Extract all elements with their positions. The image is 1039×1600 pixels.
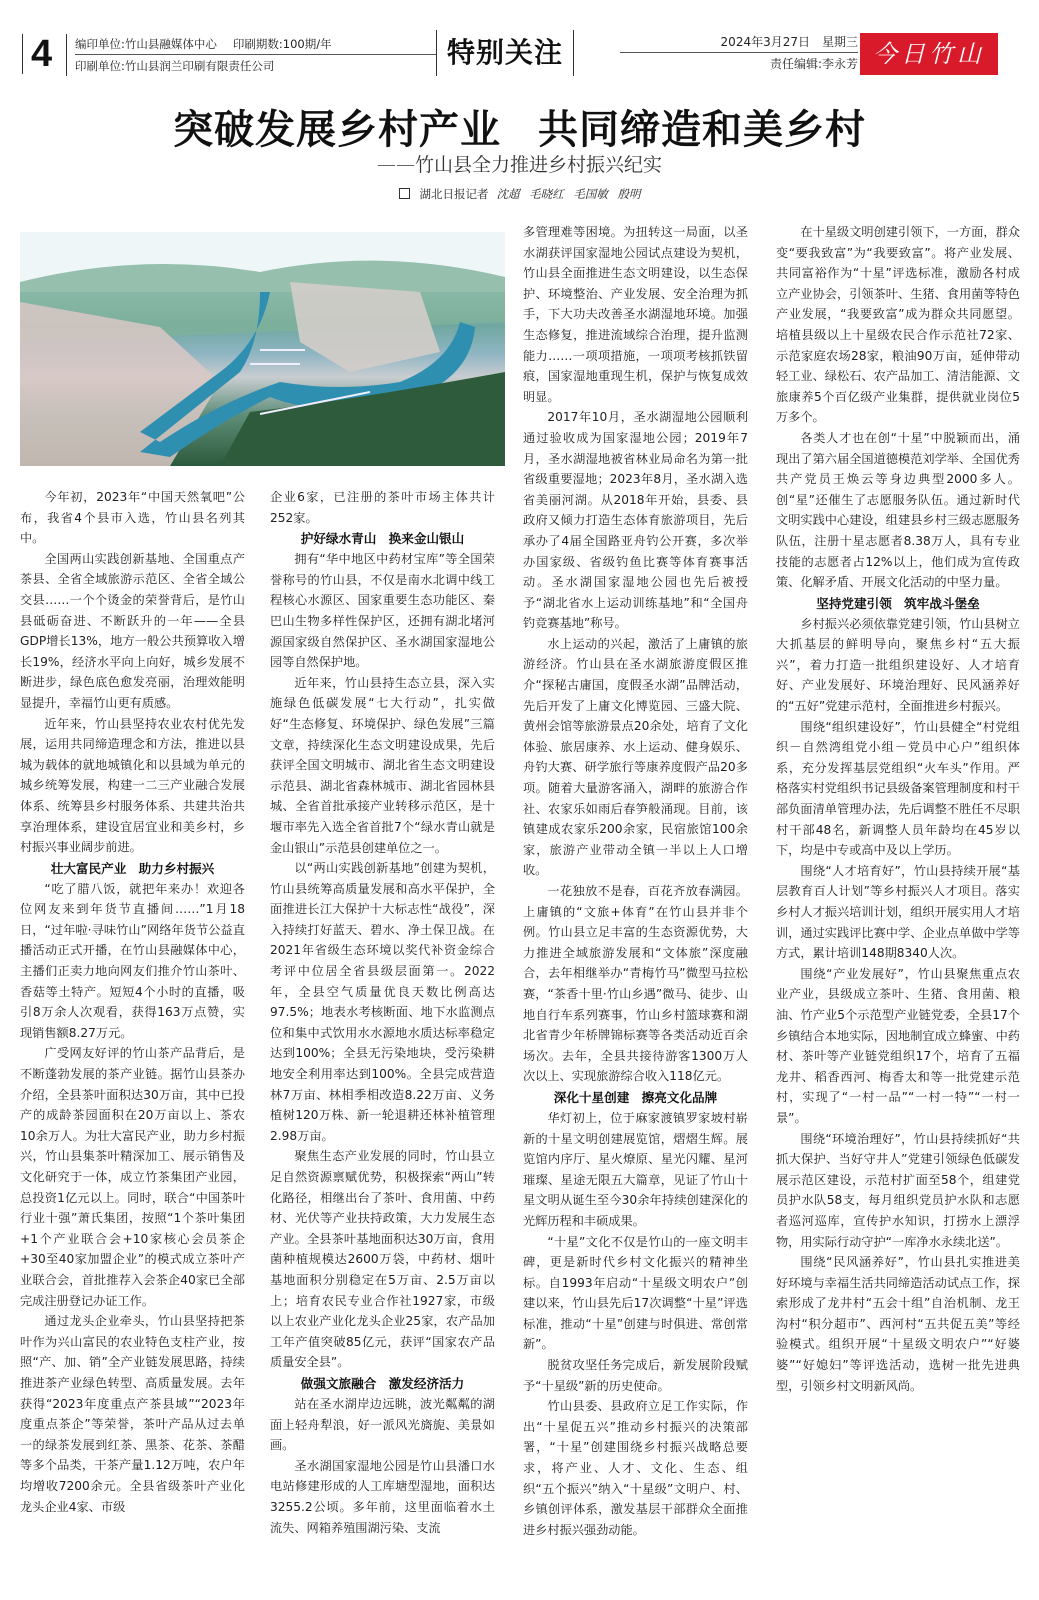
section-heading: 壮大富民产业 助力乡村振兴 (50, 860, 215, 876)
section-title: 特别关注 (436, 30, 574, 76)
paragraph: 脱贫攻坚任务完成后，新发展阶段赋予“十星级”新的历史使命。 (523, 1358, 748, 1393)
paragraph: 近年来，竹山县坚持农业农村优先发展，运用共同缔造理念和方法，推进以县城为载体的就地城镇化和以县域为单元的城乡统筹发展，构建一二三产业融合发展体系、统筹县乡村服务体系、共建共治共享治理体系，建设宜居宜业和美乡村，乡村振兴事业阔步前进。 (20, 716, 245, 855)
aerial-city-river-photo (20, 232, 505, 466)
paragraph: 企业6家，已注册的茶叶市场主体共计252家。 (270, 490, 495, 525)
paragraph: 以“两山实践创新基地”创建为契机，竹山县统筹高质量发展和高水平保护，全面推进长江大保护十大标志性“战役”，深入持续打好蓝天、碧水、净土保卫战。在2021年省级生态环境以奖代补资金综合考评中位居全省县级层面第一。2022年，全县空气质量优良天数比例高达97.5%；地表水考核断面、地下水监测点位和集中式饮用水水源地水质达标率稳定达到100%；全县无污染地块，受污染耕地安全利用率达到100%。全县完成营造林7万亩、林相季相改造8.22万亩、义务植树120万株、新一轮退耕还林补植管理2.98万亩。 (270, 861, 495, 1143)
paragraph: 2017年10月，圣水湖湿地公园顺利通过验收成为国家湿地公园；2019年7月，圣水湖湿地被省林业局命名为第一批省级重要湿地；2023年8月，圣水湖入选省美丽河湖。从2018年开始，县委、县政府又倾力打造生态体育旅游项目，先后承办了4届全国路亚舟钓公开赛，多次举办国家级、省级钓鱼比赛等体育赛事活动。圣水湖国家湿地公园也先后被授予“湖北省水上运动训练基地”和“全国舟钓竞赛基地”称号。 (523, 410, 748, 631)
paragraph: 聚焦生态产业发展的同时，竹山县立足自然资源禀赋优势，积极探索“两山”转化路径，相继出台了茶叶、食用菌、中药材、光伏等产业扶持政策，大力发展生态产业。全县茶叶基地面积达30万亩，食用菌种植规模达2600万袋，中药材、烟叶基地面积分别稳定在5万亩、2.5万亩以上；培育农民专业合作社1927家，市级以上农业产业化龙头企业25家，农产品加工年产值突破85亿元，获评“国家农产品质量安全县”。 (270, 1149, 495, 1370)
section-heading: 做强文旅融合 激发经济活力 (300, 1375, 465, 1391)
paragraph: 水上运动的兴起，激活了上庸镇的旅游经济。竹山县在圣水湖旅游度假区推介“探秘古庸国，度假圣水湖”品牌活动，先后开发了上庸文化博览园、三盛大院、黄州会馆等旅游景点20余处，培育了文化体验、旅居康养、水上运动、健身娱乐、舟钓大赛、研学旅行等康养度假产品20多项。随着大量游客涌入，湖畔的旅游合作社、农家乐如雨后春笋般涌现。目前，该镇建成农家乐200余家，民宿旅馆100余家，旅游产业带动全镇一半以上人口增收。 (523, 636, 748, 878)
publication-info (66, 34, 437, 76)
headline: 突破发展乡村产业 共同缔造和美乡村 (173, 107, 866, 153)
paragraph: 通过龙头企业牵头，竹山县坚持把茶叶作为兴山富民的农业特色支柱产业，按照“产、加、销”全产业链发展思路，持续推进茶产业绿色转型、高质量发展。去年获得“2023年度重点产茶县域”“2023年度重点茶企”等荣誉，茶叶产品从过去单一的绿茶发展到红茶、黑茶、花茶、茶醋等多个品类，干茶产量1.12万吨，农户年均增收7200余元。全县省级茶叶产业化龙头企业4家、市级 (20, 1314, 245, 1514)
paragraph: 围绕“人才培育好”，竹山县持续开展“基层教育百人计划”等乡村振兴人才项目。落实乡村人才振兴培训计划，组织开展实用人才培训，通过实践评比赛中学、企业点单做中学等方式，累计培训148期8340人次。 (776, 863, 1020, 961)
photo-forest (220, 372, 505, 466)
paragraph: 各类人才也在创“十星”中脱颖而出，涌现出了第六届全国道德模范刘学举、全国优秀共产党员王焕云等身边典型2000多人。创“星”还催生了志愿服务队伍。通过新时代文明实践中心建设，组建县乡村三级志愿服务队伍，注册十星志愿者8.38万人，具有专业技能的志愿者占12%以上，他们成为宣传政策、化解矛盾、开展文化活动的中坚力量。 (776, 430, 1020, 590)
byline (0, 186, 1039, 202)
paragraph: 竹山县委、县政府立足工作实际，作出“十星促五兴”推动乡村振兴的决策部署，“十星”创建围绕乡村振兴战略总要求，将产业、人才、文化、生态、组织“五个振兴”纳入“十星级”文明户、村、乡镇创评体系，激发基层干部群众全面推进乡村振兴强劲动能。 (523, 1399, 748, 1537)
print-frequency: 印刷期数:100期/年 (232, 37, 332, 51)
byline-box-icon (399, 188, 410, 199)
paragraph: “吃了腊八饭，就把年来办！欢迎各位网友来到年货节直播间……”1月18日，“过年啦·寻味竹山”网络年货节公益直播活动正式开播，在竹山县融媒体中心，主播们正卖力地向网友们推介竹山茶叶、香菇等土特产。短短4个小时的直播，吸引8万余人次观看，获得163万点赞，实现销售额8.27万元。 (20, 881, 245, 1040)
paragraph: 今年初，2023年“中国天然氧吧”公布，我省4个县市入选，竹山县名列其中。 (20, 490, 245, 546)
paragraph: 多管理难等困境。为扭转这一局面，以圣水湖获评国家湿地公园试点建设为契机，竹山县全面推进生态文明建设，以生态保护、环境整治、产业发展、安全治理为抓手，下大功夫改善圣水湖湿地环境。加强生态修复，推进流域综合治理，提升监测能力……一项项措施，一项项考核抓铁留痕，国家湿地重现生机，保护与恢复成效明显。 (523, 225, 748, 404)
byline-names: 沈超 毛晓红 毛国敏 殷明 (496, 187, 641, 201)
paragraph: 在十星级文明创建引领下，一方面，群众变“要我致富”为“我要致富”。将产业发展、共同富裕作为“十星”评选标准，激励各村成立产业协会，引领茶叶、生猪、食用菌等特色产业发展，“我要致富”成为群众共同愿望。培植县级以上十星级农民合作示范社72家、示范家庭农场28家，粮油90万亩，延伸带动轻工业、绿松石、农产品加工、清洁能源、文旅康养5个百亿级产业集群，提供就业岗位5万多个。 (776, 225, 1020, 425)
article-column-4 (776, 222, 1020, 1396)
byline-org: 湖北日报记者 (419, 187, 489, 201)
section-heading: 护好绿水青山 换来金山银山 (300, 531, 465, 547)
article-column-3 (523, 222, 748, 1540)
paragraph: 广受网友好评的竹山茶产品背后，是不断蓬勃发展的茶产业链。据竹山县茶办介绍，全县茶叶面积达30万亩，其中已投产的成龄茶园面积在20万亩以上、茶农10余万人。为壮大富民产业，助力乡村振兴，竹山县集茶叶精深加工、展示销售及文化研究于一体，成立竹茶集团产业园，总投资1亿元以上。同时，联合“中国茶叶行业十强”萧氏集团，按照“1个茶叶集团+1个产业联合会+10家核心会员茶企+30至40家加盟企业”的模式成立茶叶产业联合会，首批推荐入会茶企40家已全部完成注册登记办证工作。 (20, 1046, 245, 1308)
section-heading: 深化十星创建 擦亮文化品牌 (553, 1089, 718, 1105)
paragraph: 华灯初上，位于麻家渡镇罗家坡村崭新的十星文明创建展览馆，熠熠生辉。展览馆内序厅、星火燎原、星光闪耀、星河璀璨、星途无限五大篇章，见证了竹山十星文明从诞生至今30余年持续创建深化的光辉历程和丰硕成果。 (523, 1110, 748, 1228)
paragraph: 围绕“组织建设好”，竹山县健全“村党组织－自然湾组党小组－党员中心户”组织体系，充分发挥基层党组织“火车头”作用。严格落实村党组织书记县级备案管理制度和村干部负面清单管理办法，先后调整不胜任不尽职村干部48名，新调整人员年龄均在45岁以下，均是中专或高中及以上学历。 (776, 719, 1020, 858)
paragraph: 围绕“环境治理好”，竹山县持续抓好“共抓大保护、当好守井人”党建引领绿色低碳发展示范区建设，示范村扩面至58个，组建党员护水队58支，每月组织党员护水队和志愿者巡河巡库，宣传护水知识，打捞水上漂浮物，用实际行动守护“一库净水永续北送”。 (776, 1131, 1020, 1249)
masthead (0, 0, 1039, 80)
paragraph: 一花独放不是春，百花齐放春满园。上庸镇的“文旅+体育”在竹山县并非个例。竹山县立足丰富的生态资源优势，大力推进全域旅游发展和“文体旅”深度融合，去年相继举办“青梅竹马”微型马拉松赛，“茶香十里·竹山乡遇”微马、徒步、山地自行车系列赛事，竹山乡村篮球赛和湖北省青少年桥牌锦标赛等各类活动近百余场次。去年，全县共接待游客1300万人次以上、实现旅游综合收入118亿元。 (523, 884, 748, 1084)
responsible-editor: 责任编辑:李永芳 (769, 57, 858, 71)
photo-buildings-right (290, 282, 440, 372)
paragraph: 围绕“产业发展好”，竹山县聚焦重点农业产业，县级成立茶叶、生猪、食用菌、粮油、竹产业5个示范型产业链党委，全县17个乡镇结合本地实际，因地制宜成立蜂蜜、中药材、茶叶等产业链党组织17个，培育了五福龙井、稻香西河、梅香太和等一批党建示范村，实现了“一村一品”“一村一特”“一村一景”。 (776, 966, 1020, 1125)
paragraph: 围绕“民风涵养好”，竹山县扎实推进美好环境与幸福生活共同缔造活动试点工作，探索形成了龙井村“五会十组”自治机制、龙王沟村“积分超市”、西河村“五共促五美”等经验模式。组织开展“十星级文明农户”“好婆婆”“好媳妇”等评选活动，选树一批先进典型，引领乡村文明新风尚。 (776, 1255, 1020, 1393)
paragraph: 近年来，竹山县持生态立县，深入实施绿色低碳发展“七大行动”，扎实做好“生态修复、环境保护、绿色发展”三篇文章，持续深化生态文明建设成果，先后获评全国文明城市、湖北省生态文明建设示范县、湖北省森林城市、湖北省园林县城、全省首批承接产业转移示范区，是十堰市率先入选全省首批7个“绿水青山就是金山银山”示范县创建单位之一。 (270, 675, 495, 855)
printer-unit: 印刷单位:竹山县润兰印刷有限责任公司 (75, 59, 275, 73)
paragraph: 乡村振兴必须依靠党建引领，竹山县树立大抓基层的鲜明导向，聚焦乡村“五大振兴”，着力打造一批组织建设好、人才培育好、产业发展好、环境治理好、民风涵养好的“五好”党建示范村，全面推进乡村振兴。 (776, 616, 1020, 714)
paragraph: 拥有“华中地区中药材宝库”等全国荣誉称号的竹山县，不仅是南水北调中线工程核心水源区、国家重要生态功能区、秦巴山生物多样性保护区，还拥有湖北堵河源国家级自然保护区、圣水湖国家湿地公园等自然保护地。 (270, 552, 495, 670)
date-block (620, 32, 858, 73)
issue-date: 2024年3月27日 星期三 (620, 32, 858, 53)
newspaper-logo: 今日竹山 (860, 33, 998, 75)
photo-illustration (20, 232, 505, 466)
paragraph: 圣水湖国家湿地公园是竹山县潘口水电站修建形成的人工库塘型湿地，面积达3255.2公顷。多年前，这里面临着水土流失、网箱养殖围湖污染、支流 (270, 1458, 495, 1535)
section-heading: 坚持党建引领 筑牢战斗堡垒 (816, 595, 980, 611)
paragraph: “十星”文化不仅是竹山的一座文明丰碑，更是新时代乡村文化振兴的精神坐标。自1993年启动“十星级文明农户”创建以来，竹山县先后17次调整“十星”评选标准，推动“十星”创建与时俱进、常创常新”。 (523, 1234, 748, 1352)
paragraph: 全国两山实践创新基地、全国重点产茶县、全省全域旅游示范区、全省全域公交县……一个个烫金的荣誉背后，是竹山县砥砺奋进、不断跃升的一年——全县GDP增长13%，地方一般公共预算收入增长19%，经济水平向上向好，城乡发展不断进步，绿色底色愈发亮丽，治理效能明显提升，幸福竹山更有质感。 (20, 551, 245, 710)
editor-unit: 编印单位:竹山县融媒体中心 (75, 37, 217, 51)
paragraph: 站在圣水湖岸边远眺，波光粼粼的湖面上轻舟犁浪，好一派风光旖旎、美景如画。 (270, 1396, 495, 1453)
page-number: 4 (22, 34, 52, 74)
article-column-2 (270, 487, 495, 1538)
article-column-1 (20, 487, 245, 1517)
subheadline: ——竹山县全力推进乡村振兴纪实 (376, 154, 662, 176)
